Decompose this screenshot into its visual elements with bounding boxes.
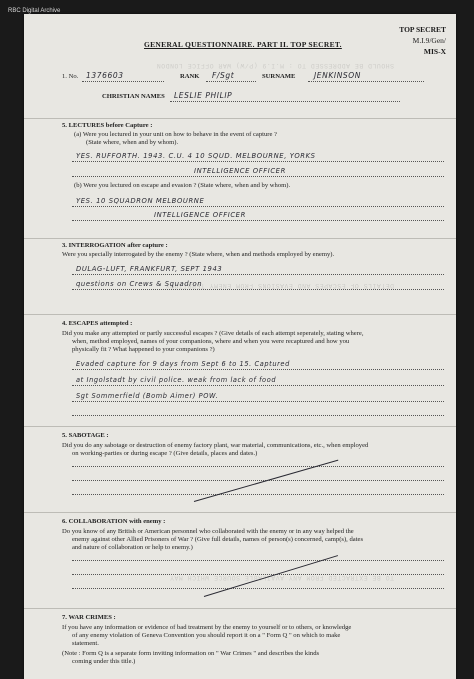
dotted-line [72,369,444,370]
show-through-text: TO BE EXTRACTED FROM ANY AVAILABLE SOURCE WHICH MAY [169,574,394,581]
lectures-answer-b-1: YES. 10 SQUADRON MELBOURNE [76,197,205,205]
dotted-line [72,176,444,177]
war-crimes-note: (Note : Form Q is a separate form inviting information on " War Crimes " and describes the kinds [62,650,320,657]
escapes-q-1: Did you make any attempted or partly successful escapes ? (Give details of each attempt seperately, stating where, [62,330,364,337]
escapes-answer-3: Sgt Sommerfield (Bomb Aimer) POW. [76,392,219,400]
ref-misx: MIS-X [423,47,446,56]
interrogation-answer-2: questions on Crews & Squadron [76,280,203,288]
section-divider [24,426,456,427]
dotted-line [72,494,444,495]
dotted-line [72,401,444,402]
section-divider [24,608,456,609]
no-label: 1. No. [62,73,79,80]
interrogation-heading: 3. INTERROGATION after capture : [62,242,168,249]
escapes-answer-2: at Ingolstadt by civil police. weak from lack of food [76,376,277,384]
christian-names-value: LESLIE PHILIP [174,91,233,100]
dotted-line [206,81,256,82]
lectures-answer-a-1: YES. RUFFORTH. 1943. C.U. 4 10 SQUD. MELBOURNE, YORKS [76,152,316,160]
section-divider [24,238,456,239]
escapes-q-3: physically fit ? What happened to your companions ?) [72,346,215,353]
lectures-q-a: (a) Were you lectured in your unit on how to behave in the event of capture ? [74,131,277,138]
war-crimes-note-2: coming under this title.) [72,658,136,665]
section-divider [24,512,456,513]
escapes-q-2: when, method employed, names of your companions, where and when you were recaptured and how you [72,338,350,345]
dotted-line [72,560,444,561]
classification-label: TOP SECRET [399,25,446,34]
interrogation-question: Were you specially interrogated by the enemy ? (State where, when and methods employed by enemy). [62,251,335,258]
surname-label: SURNAME [262,73,296,80]
sabotage-q-1: Did you do any sabotage or destruction of enemy factory plant, war material, communications, etc., when employed [62,442,369,449]
show-through-text: SHOULD BE ADDRESSED TO : M.I.9 (P/W) WAR OFFICE LONDON [156,62,394,69]
lectures-answer-a-2: INTELLIGENCE OFFICER [194,167,286,175]
dotted-line [72,161,444,162]
dotted-line [72,466,444,467]
war-crimes-q-1: If you have any information or evidence of bad treatment by the enemy to yourself or to others, or knowledge [62,624,352,631]
collaboration-q-3: and nature of collaboration or help to enemy.) [72,544,193,551]
surname-value: JENKINSON [314,71,361,80]
collaboration-heading: 6. COLLABORATION with enemy : [62,518,166,525]
section-divider [24,314,456,315]
dotted-line [72,385,444,386]
dotted-line [72,574,444,575]
lectures-q-a-sub: (State where, when and by whom). [86,139,179,146]
dotted-line [72,206,444,207]
rank-value: F/Sgt [212,71,235,80]
interrogation-answer-1: DULAG-LUFT, FRANKFURT, SEPT 1943 [76,265,223,273]
escapes-answer-1: Evaded capture for 9 days from Sept 6 to 15. Captured [76,360,290,368]
dotted-line [72,220,444,221]
dotted-line [72,588,444,589]
service-number: 1376603 [86,71,124,80]
dotted-line [82,81,164,82]
dotted-line [72,274,444,275]
ref-mi9: M.I.9/Gen/ [412,36,446,45]
lectures-answer-b-2: INTELLIGENCE OFFICER [154,211,246,219]
war-crimes-heading: 7. WAR CRIMES : [62,614,116,621]
dotted-line [72,289,444,290]
section-divider [24,118,456,119]
form-title: GENERAL QUESTIONNAIRE. PART II. TOP SECRET. [144,40,342,49]
lectures-q-b: (b) Were you lectured on escape and evasion ? (State where, when and by whom). [74,182,291,189]
archive-watermark: RBC Digital Archive [8,8,61,14]
war-crimes-q-2: of any enemy violation of Geneva Convention you should report it on a " Form Q " on which to make [72,632,341,639]
dotted-line [308,81,424,82]
christian-names-label: CHRISTIAN NAMES [102,93,165,100]
war-crimes-q-3: statement. [72,640,99,647]
dotted-line [170,101,400,102]
escapes-heading: 4. ESCAPES attempted : [62,320,133,327]
sabotage-q-2: on working-parties or during escape ? (Give details, places and dates.) [72,450,258,457]
show-through-text: DETAILS OF ESCAPES AND EVASIONS FROM ENEMY TERRITORY [165,282,394,289]
sabotage-heading: 5. SABOTAGE : [62,432,109,439]
collaboration-q-1: Do you know of any British or American personnel who collaborated with the enemy or in any way helped the [62,528,354,535]
questionnaire-sheet [24,14,456,679]
header-refs [399,24,446,57]
lectures-heading: 5. LECTURES before Capture : [62,122,153,129]
rank-label: RANK [180,73,200,80]
collaboration-q-2: enemy against other Allied Prisoners of War ? (Give full details, names of person(s) concerned, camp(s), dates [72,536,364,543]
dotted-line [72,415,444,416]
dotted-line [72,480,444,481]
